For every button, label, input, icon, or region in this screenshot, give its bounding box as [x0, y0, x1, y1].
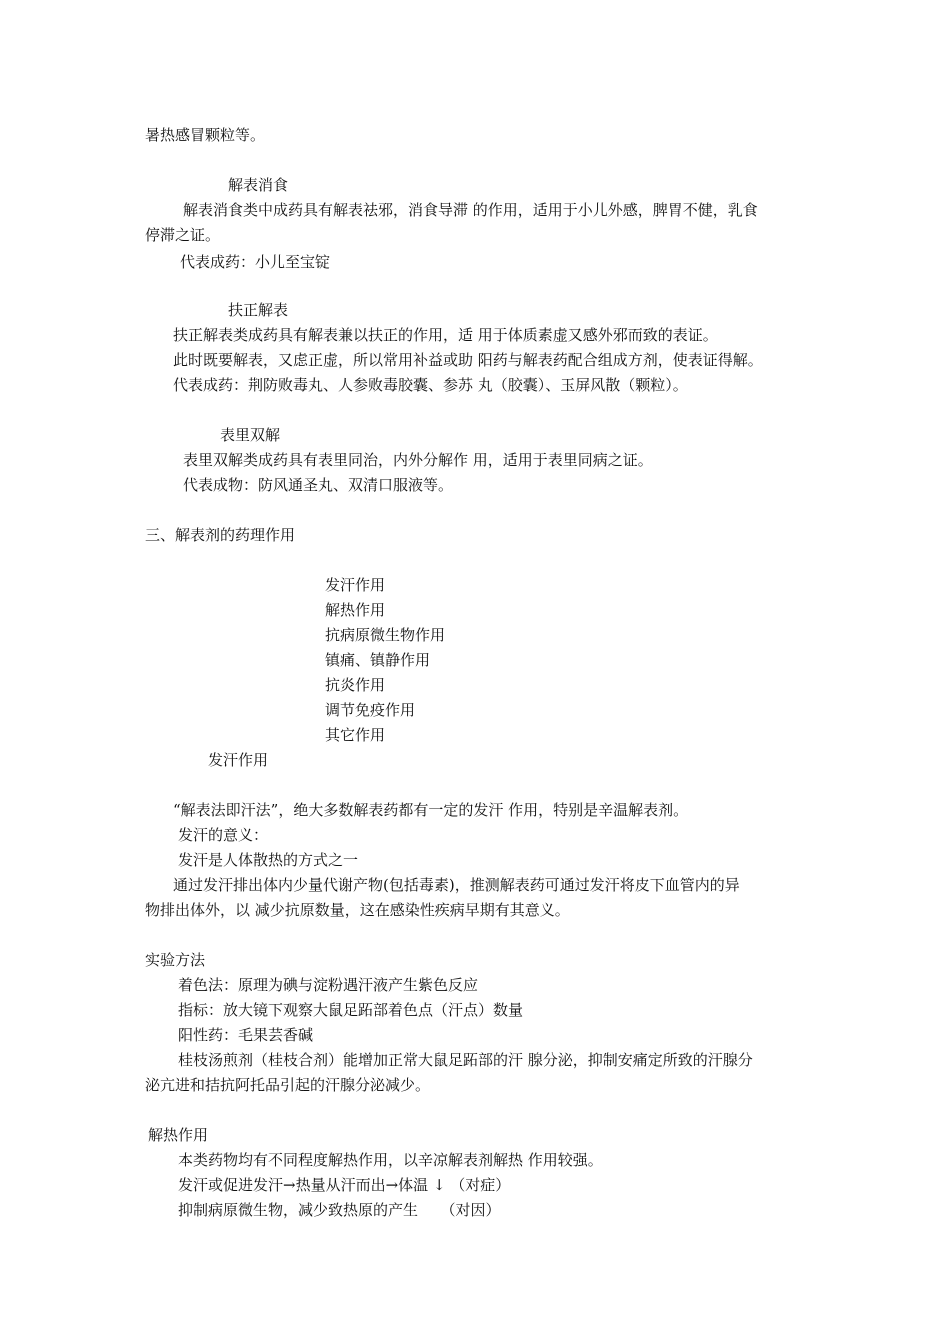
section-heading: 实验方法 [145, 951, 206, 969]
section-heading: 解表消食 [228, 176, 289, 194]
section-heading: 扶正解表 [228, 301, 289, 319]
text-line: 暑热感冒颗粒等。 [145, 126, 266, 144]
text-line: 通过发汗排出体内少量代谢产物(包括毒素)，推测解表药可通过发汗将皮下血管内的异 [173, 876, 740, 894]
section-heading: 发汗作用 [208, 751, 269, 769]
chapter-heading: 三、解表剂的药理作用 [145, 526, 296, 544]
text-line: 解表消食类中成药具有解表祛邪，消食导滞 的作用，适用于小儿外感，脾胃不健，乳食 [183, 201, 758, 219]
text-line: 物排出体外，以 减少抗原数量，这在感染性疾病早期有其意义。 [145, 901, 570, 919]
text-line: 本类药物均有不同程度解热作用，以辛凉解表剂解热 作用较强。 [178, 1151, 603, 1169]
list-item: 解热作用 [325, 601, 386, 619]
list-item: 调节免疫作用 [325, 701, 416, 719]
text-line: 代表成药：小儿至宝锭 [180, 253, 331, 271]
section-heading: 表里双解 [220, 426, 281, 444]
text-line: 泌亢进和拮抗阿托品引起的汗腺分泌减少。 [145, 1076, 431, 1094]
text-line: 表里双解类成药具有表里同治，内外分解作 用，适用于表里同病之证。 [183, 451, 653, 469]
text-line: 抑制病原微生物，减少致热原的产生 （对因） [178, 1201, 501, 1219]
list-item: 发汗作用 [325, 576, 386, 594]
text-line: 着色法：原理为碘与淀粉遇汗液产生紫色反应 [178, 976, 479, 994]
list-item: 抗炎作用 [325, 676, 386, 694]
text-line: 阳性药：毛果芸香碱 [178, 1026, 314, 1044]
list-item: 镇痛、镇静作用 [325, 651, 431, 669]
section-heading: 解热作用 [148, 1126, 209, 1144]
text-line: 停滞之证。 [145, 226, 221, 244]
text-line: 此时既要解表，又虑正虚，所以常用补益或助 阳药与解表药配合组成方剂，使表证得解。 [173, 351, 763, 369]
list-item: 抗病原微生物作用 [325, 626, 446, 644]
text-line: “解表法即汗法”，绝大多数解表药都有一定的发汗 作用，特别是辛温解表剂。 [173, 801, 689, 819]
text-line: 发汗或促进发汗→热量从汗而出→体温 ↓ （对症） [178, 1176, 511, 1194]
text-line: 代表成药：荆防败毒丸、人参败毒胶囊、参苏 丸（胶囊）、玉屏风散（颗粒）。 [173, 376, 688, 394]
text-line: 代表成物：防风通圣丸、双清口服液等。 [183, 476, 454, 494]
text-line: 桂枝汤煎剂（桂枝合剂）能增加正常大鼠足跖部的汗 腺分泌，抑制安痛定所致的汗腺分 [178, 1051, 753, 1069]
text-line: 发汗是人体散热的方式之一 [178, 851, 359, 869]
text-line: 发汗的意义： [178, 826, 269, 844]
list-item: 其它作用 [325, 726, 386, 744]
text-line: 扶正解表类成药具有解表兼以扶正的作用，适 用于体质素虚又感外邪而致的表证。 [173, 326, 718, 344]
text-line: 指标：放大镜下观察大鼠足跖部着色点（汗点）数量 [178, 1001, 524, 1019]
